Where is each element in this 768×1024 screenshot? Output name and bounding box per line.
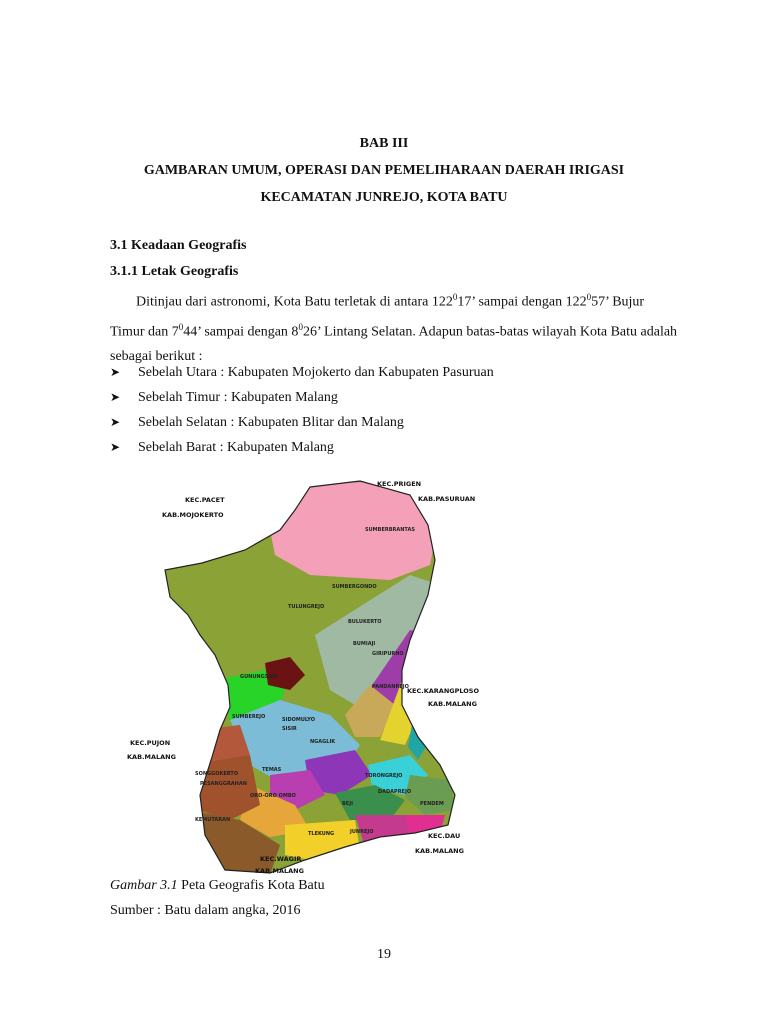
- list-item: ➤ Sebelah Timur : Kabupaten Malang: [110, 385, 494, 410]
- map-label: KAB.PASURUAN: [418, 495, 476, 503]
- arrow-bullet-icon: ➤: [110, 440, 121, 454]
- map-label: KEC.DAU: [428, 832, 461, 840]
- map-label: DADAPREJO: [378, 789, 412, 795]
- map-label: TEMAS: [262, 767, 282, 773]
- map-label: SONGGOKERTO: [195, 771, 239, 777]
- map-label: BULUKERTO: [348, 619, 382, 625]
- map-label: SUMBEREJO: [232, 714, 266, 720]
- list-item: ➤ Sebelah Utara : Kabupaten Mojokerto dan Kabupaten Pasuruan: [110, 360, 494, 385]
- map-label: KAB.MALANG: [255, 867, 304, 875]
- list-item: ➤ Sebelah Barat : Kabupaten Malang: [110, 435, 494, 460]
- map-label: NGAGLIK: [310, 739, 336, 745]
- map-label: TULUNGREJO: [288, 604, 325, 610]
- map-label: KEMUTARAN: [195, 817, 231, 823]
- map-label: PESANGGRAHAN: [200, 781, 247, 787]
- map-label: SUMBERBRANTAS: [365, 527, 415, 533]
- map-label: JUNREJO: [350, 829, 374, 835]
- figure-source: Sumber : Batu dalam angka, 2016: [110, 903, 301, 918]
- map-label: TORONGREJO: [365, 773, 403, 779]
- map-label: BUMIAJI: [353, 641, 376, 647]
- section-heading: 3.1 Keadaan Geografis: [110, 238, 247, 253]
- map-label: SISIR: [282, 726, 297, 732]
- map-label: KEC.WAGIR: [260, 855, 302, 863]
- map-label: KEC.PRIGEN: [377, 480, 422, 488]
- map-label: KAB.MALANG: [127, 753, 176, 761]
- map-label: KEC.PUJON: [130, 739, 171, 747]
- map-label: KAB.MALANG: [428, 700, 477, 708]
- arrow-bullet-icon: ➤: [110, 415, 121, 429]
- list-item: ➤ Sebelah Selatan : Kabupaten Blitar dan Malang: [110, 410, 494, 435]
- map-label: TLEKUNG: [308, 831, 335, 837]
- body-paragraph: Ditinjau dari astronomi, Kota Batu terletak di antara $122^017$’ sampai dengan $122^057$’ Bujur Timur dan $7^044$’ sampai dengan $8^026$’ Lintang Selatan. Adapun batas-batas wilayah Kota Batu adalah sebagai berikut :: [110, 292, 678, 365]
- chapter-title-line1: GAMBARAN UMUM, OPERASI DAN PEMELIHARAAN DAERAH IRIGASI: [143, 163, 625, 178]
- map-label: KEC.KARANGPLOSO: [407, 687, 480, 695]
- page-number: 19: [377, 947, 391, 962]
- map-label: SUMBERGONDO: [332, 584, 377, 590]
- kota-batu-map: [110, 475, 524, 875]
- map-label: ORO-ORO OMBO: [250, 793, 296, 799]
- figure-caption: Gambar 3.1 Peta Geografis Kota Batu: [110, 878, 325, 893]
- arrow-bullet-icon: ➤: [110, 365, 121, 379]
- chapter-label: BAB III: [359, 136, 409, 151]
- map-label: KEC.PACET: [185, 496, 225, 504]
- map-label: PENDEM: [420, 801, 444, 807]
- boundary-list: [110, 360, 494, 460]
- map-label: BEJI: [342, 801, 353, 807]
- chapter-title-line2: KECAMATAN JUNREJO, KOTA BATU: [260, 190, 508, 205]
- map-label: KAB.MALANG: [415, 847, 464, 855]
- map-label: SIDOMULYO: [282, 717, 315, 723]
- subsection-heading: 3.1.1 Letak Geografis: [110, 264, 239, 279]
- map-label: GIRIPURNO: [372, 651, 404, 657]
- arrow-bullet-icon: ➤: [110, 390, 121, 404]
- map-label: PANDANREJO: [372, 684, 409, 690]
- map-label: GUNUNGSARI: [240, 674, 278, 680]
- map-label: KAB.MOJOKERTO: [162, 511, 224, 519]
